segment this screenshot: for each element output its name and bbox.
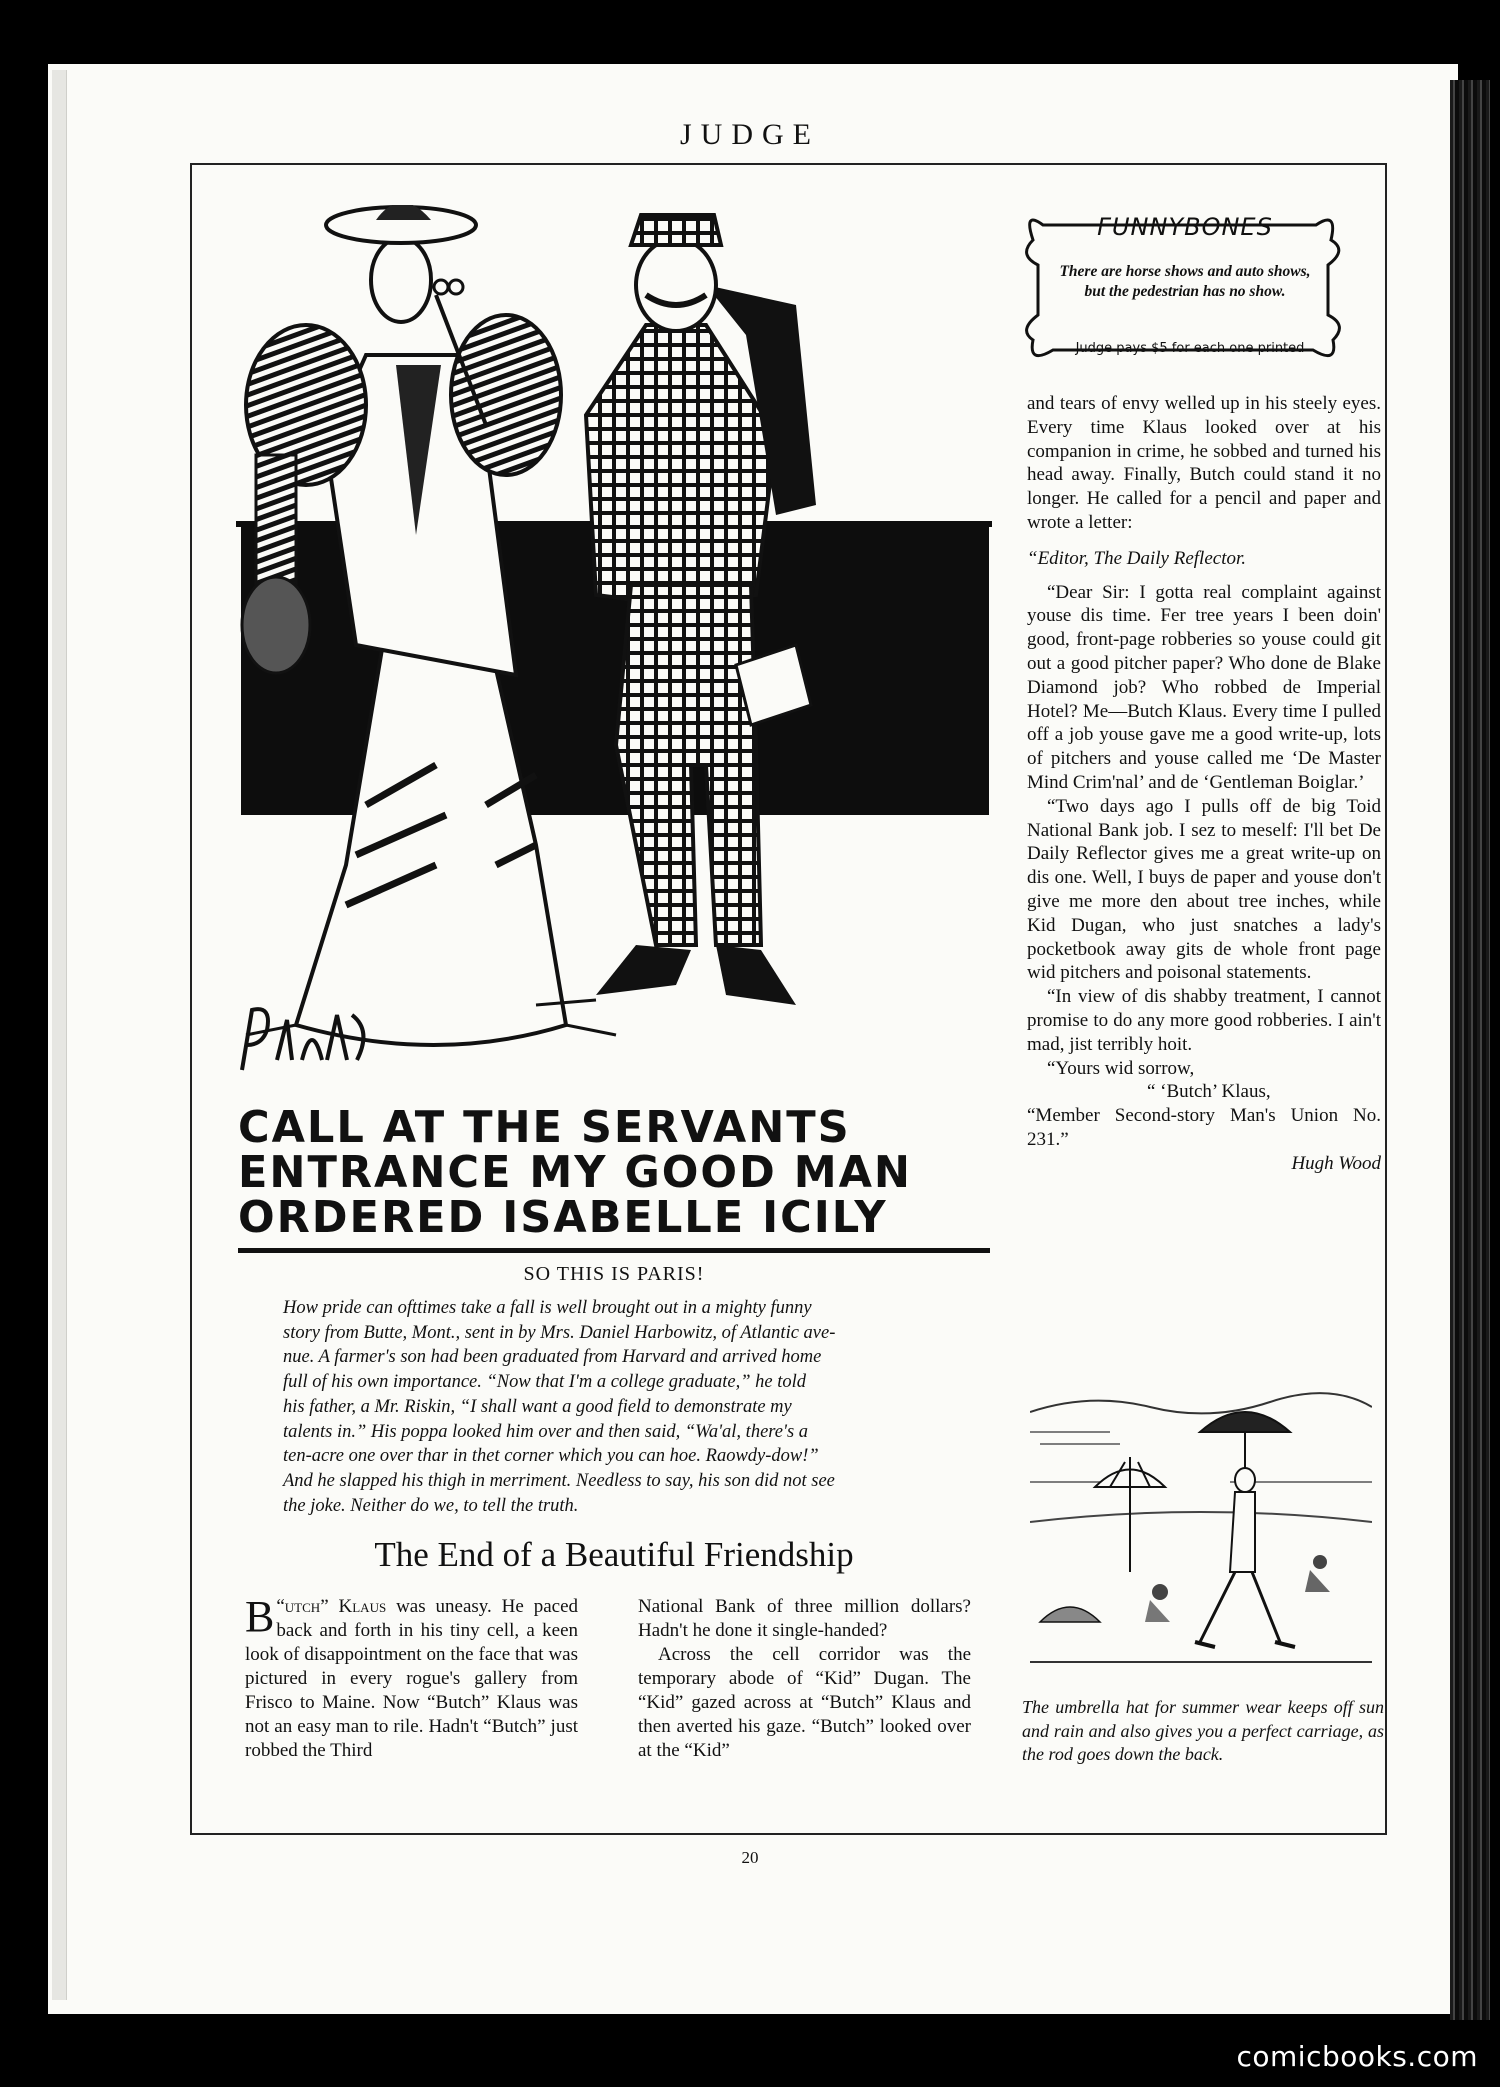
caption-line-1: CALL AT THE SERVANTS <box>238 1102 851 1153</box>
story-line: story from Butte, Mont., sent in by Mrs. Daniel Harbowitz, of Atlantic ave- <box>283 1322 836 1343</box>
site-watermark: comicbooks.com <box>1236 2040 1478 2073</box>
cartoon-caption <box>238 1102 990 1255</box>
funnybones-joke: There are horse shows and auto shows, but the pedestrian has no show. <box>1059 263 1311 300</box>
letter-paragraph-3: “In view of dis shabby treatment, I cannot promise to do any more good robberies. I ain't mad, jist terribly hoit. <box>1027 986 1381 1055</box>
story-body <box>283 1296 950 1518</box>
dropcap-quote: “ <box>276 1596 285 1617</box>
funnybones-payment-note: Judge pays $5 for each one printed <box>1075 341 1305 356</box>
column-2-paragraph-1: National Bank of three million dollars? Hadn't he done it single-handed? <box>638 1596 971 1641</box>
lead-quote: ” <box>320 1596 339 1617</box>
letter-closing: “Yours wid sorrow, <box>1047 1057 1195 1079</box>
right-paragraph-1: and tears of envy welled up in his steely eyes. Every time Klaus looked over at his companion in crime, he sobbed and turned his head away. Finally, Butch could stand it no longer. He called for a pencil and paper and wrote a letter: <box>1027 393 1381 533</box>
article-column-2 <box>638 1595 971 1763</box>
story-line: ten-acre one over thar in thet corner which you can hoe. Raowdy-dow!” <box>283 1446 819 1467</box>
story-line: his father, a Mr. Riskin, “I shall want a good field to demonstrate my <box>283 1396 792 1417</box>
story-line: talents in.” His poppa looked him over and then said, “Wa'al, there's a <box>283 1421 809 1442</box>
story-line: the joke. Neither do we, to tell the truth. <box>283 1495 579 1516</box>
story-line: full of his own importance. “Now that I'm a college graduate,” he told <box>283 1372 806 1393</box>
artist-signature <box>232 1000 382 1080</box>
masthead: JUDGE <box>680 118 820 151</box>
right-column-text <box>1027 392 1381 1176</box>
author-byline: Hugh Wood <box>1291 1152 1381 1174</box>
page-number: 20 <box>741 1848 759 1867</box>
letter-paragraph-2: “Two days ago I pulls off de big Toid National Bank job. I sez to meself: I'll bet De Daily Reflector gives me a great write-up on dis one. Well, I buys de paper and youse don't give me more den about tree inches, while Kid Dugan, who just snatches a lady's pocketbook away gits de whole front page wid pitchers and poisonal statements. <box>1027 795 1381 984</box>
caption-rule <box>238 1248 990 1253</box>
article-column-1 <box>245 1592 579 1763</box>
beach-sketch <box>1030 1392 1372 1684</box>
story-title: SO THIS IS PARIS! <box>523 1263 705 1285</box>
letter-address: “Editor, The Daily Reflector. <box>1027 547 1247 569</box>
story-line: nue. A farmer's son had been graduated from Harvard and arrived home <box>283 1347 822 1368</box>
letter-signature: “ ‘Butch’ Klaus, <box>1147 1081 1271 1103</box>
column-2-paragraph-2: Across the cell corridor was the temporary abode of “Kid” Dugan. The “Kid” gazed across at “Butch” Klaus and then averted his gaze. “Butch” looked over at the “Kid” <box>638 1644 971 1761</box>
sketch-caption: The umbrella hat for summer wear keeps off sun and rain and also gives you a perfect carriage, as the rod goes down the back. <box>1022 1697 1384 1764</box>
letter-signature-title: “Member Second-story Man's Union No. 231.” <box>1027 1105 1381 1150</box>
caption-line-2: ENTRANCE MY GOOD MAN <box>238 1147 912 1198</box>
article-title: The End of a Beautiful Friendship <box>374 1535 854 1574</box>
book-page-stack <box>1450 80 1490 2020</box>
column-1-text: was uneasy. He paced back and forth in his tiny cell, a keen look of disappointment on the face that was pictured in every rogue's gallery from Frisco to Maine. Now “Butch” Klaus was not an easy man to rile. Hadn't “Butch” just robbed the Third <box>245 1596 579 1761</box>
lead-name: Klaus <box>338 1596 387 1617</box>
lead-word: utch <box>284 1596 321 1617</box>
story-line: And he slapped his thigh in merriment. Needless to say, his son did not see <box>283 1470 835 1491</box>
story-line: How pride can ofttimes take a fall is well brought out in a mighty funny <box>283 1298 812 1318</box>
page-binding-edge <box>52 70 67 2000</box>
funnybones-heading: FUNNYBONES <box>1097 213 1273 241</box>
caption-line-3: ORDERED ISABELLE ICILY <box>238 1192 888 1243</box>
letter-paragraph-1: “Dear Sir: I gotta real complaint against youse dis time. Fer tree years I been doin' good, front-page robberies so youse could git out a good pitcher paper? Who done de Blake Diamond job? Who robbed de Imperial Hotel? Me—Butch Klaus. Every time I pulled off a job youse gave me a good write-up, lots of pitchers and youse called me ‘De Master Mind Crim'nal’ and de ‘Gentleman Boiglar.’ <box>1027 581 1381 793</box>
cartoon-illustration <box>236 205 992 1085</box>
dropcap: B <box>245 1592 275 1641</box>
